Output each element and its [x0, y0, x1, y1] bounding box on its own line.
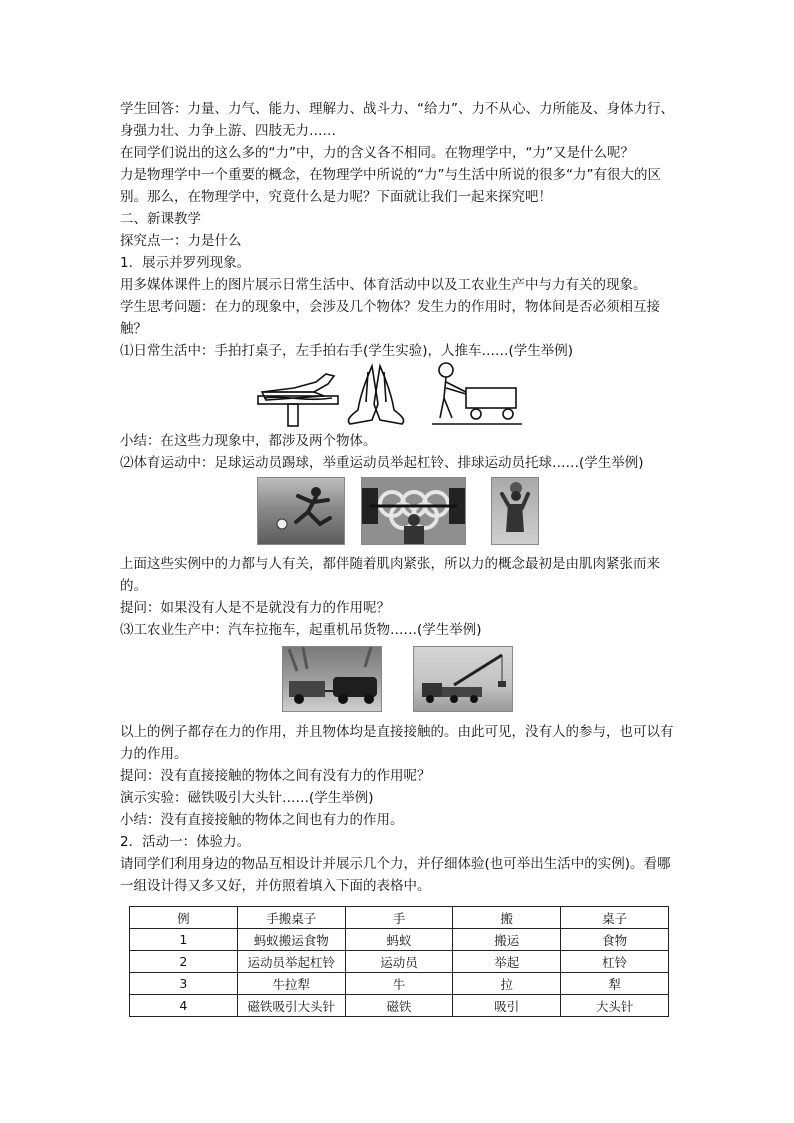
table-cell: 搬运	[453, 929, 561, 951]
question-without-people: 提问：如果没有人是不是就没有力的作用呢？	[120, 600, 390, 616]
table-cell: 拉	[453, 973, 561, 995]
table-cell: 举起	[453, 951, 561, 973]
summary-two-objects: 小结：在这些力现象中，都涉及两个物体。	[120, 433, 377, 449]
person-pushing-cart-drawing	[432, 363, 522, 424]
intro-concept-paragraph: 力是物理学中一个重要的概念，在物理学中所说的“力”与生活中所说的很多“力”有很大的区别。那么，在物理学中，究竟什么是力呢？下面就让我们一起来探究吧！	[120, 167, 661, 205]
table-cell: 3	[130, 973, 238, 995]
think-question: 学生思考问题：在力的现象中，会涉及几个物体？发生力的作用时，物体间是否必须相互接触？	[120, 299, 660, 337]
table-cell: 1	[130, 929, 238, 951]
section-heading: 二、新课教学	[120, 211, 201, 227]
intro-question-paragraph: 在同学们说出的这么多的“力”中，力的含义各不相同。在物理学中，“力”又是什么呢？	[120, 145, 634, 161]
step1-description: 用多媒体课件上的图片展示日常生活中、体育活动中以及工农业生产中与力有关的现象。	[120, 277, 647, 293]
table-row	[130, 973, 669, 995]
demo-experiment: 演示实验：磁铁吸引大头针……(学生举例)	[120, 790, 374, 806]
table-header-cell: 手搬桌子	[237, 907, 345, 929]
weightlifting-photo	[361, 477, 466, 545]
table-cell: 牛拉犁	[237, 973, 345, 995]
activity-instructions: 请同学们利用身边的物品互相设计并展示几个力，并仔细体验(也可举出生活中的实例)。看哪一组设计得又多又好，并仿照着填入下面的表格中。	[120, 856, 671, 894]
table-cell: 杠铃	[561, 951, 669, 973]
table-row	[130, 929, 669, 951]
sports-example: ⑵体育运动中：足球运动员踢球，举重运动员举起杠铃、排球运动员托球……(学生举例)	[120, 455, 644, 471]
table-cell: 吸引	[453, 995, 561, 1017]
table-cell: 2	[130, 951, 238, 973]
table-cell: 4	[130, 995, 238, 1017]
table-header-cell: 手	[345, 907, 453, 929]
table-cell: 蚂蚁搬运食物	[237, 929, 345, 951]
table-cell: 磁铁	[345, 995, 453, 1017]
car-towing-trailer-photo	[282, 646, 382, 712]
explore-point-heading: 探究点一：力是什么	[120, 233, 242, 249]
activity-heading: 2．活动一：体验力。	[120, 834, 251, 850]
daily-force-illustrations	[254, 362, 524, 428]
table-header-cell: 搬	[453, 907, 561, 929]
table-header-cell: 例	[130, 907, 238, 929]
crane-lifting-cargo-photo	[413, 646, 513, 712]
table-header-row	[130, 907, 669, 929]
question-no-contact: 提问：没有直接接触的物体之间有没有力的作用呢？	[120, 768, 431, 784]
clapping-hands-drawing	[348, 366, 403, 424]
table-cell: 磁铁吸引大头针	[237, 995, 345, 1017]
table-cell: 运动员	[345, 951, 453, 973]
student-answer-paragraph: 学生回答：力量、力气、能力、理解力、战斗力、“给力”、力不从心、力所能及、身体力行、身强力壮、力争上游、四肢无力……	[120, 101, 674, 139]
table-cell: 犁	[561, 973, 669, 995]
table-cell: 牛	[345, 973, 453, 995]
summary-no-contact: 小结：没有直接接触的物体之间也有力的作用。	[120, 812, 404, 828]
volleyball-photo	[491, 477, 539, 545]
force-examples-table	[129, 906, 669, 1017]
muscle-origin-paragraph: 上面这些实例中的力都与人有关，都伴随着肌肉紧张，所以力的概念最初是由肌肉紧张而来的。	[120, 556, 660, 594]
hand-slapping-table-drawing	[258, 374, 338, 426]
table-cell: 运动员举起杠铃	[237, 951, 345, 973]
industry-example: ⑶工农业生产中：汽车拉拖车，起重机吊货物……(学生举例)	[120, 622, 482, 638]
step1-heading: 1．展示并罗列现象。	[120, 255, 251, 271]
table-row	[130, 995, 669, 1017]
direct-contact-paragraph: 以上的例子都存在力的作用，并且物体均是直接接触的。由此可见，没有人的参与，也可以有力的作用。	[120, 724, 674, 762]
table-cell: 蚂蚁	[345, 929, 453, 951]
table-row	[130, 951, 669, 973]
daily-life-example: ⑴日常生活中：手拍打桌子，左手拍右手(学生实验)，人推车……(学生举例)	[120, 343, 574, 359]
table-header-cell: 桌子	[561, 907, 669, 929]
table-cell: 大头针	[561, 995, 669, 1017]
soccer-kick-photo	[257, 477, 345, 545]
table-cell: 食物	[561, 929, 669, 951]
